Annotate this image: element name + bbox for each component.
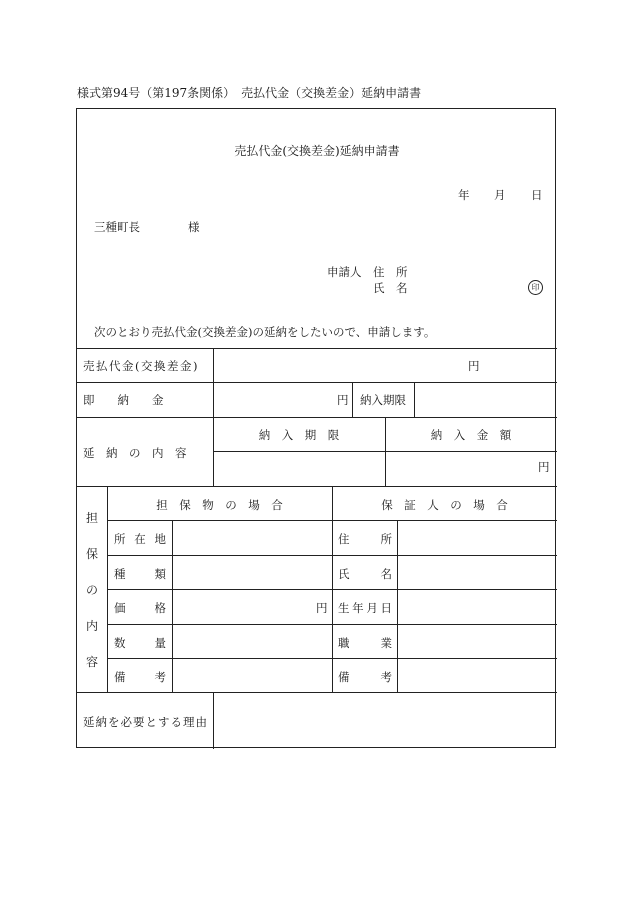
payment-deadline-label: 納入期限 — [360, 393, 406, 407]
date-day: 日 — [531, 188, 543, 202]
property-field-price: 価 格 — [114, 601, 166, 615]
immediate-payment-label: 即 納 金 — [83, 393, 164, 407]
guarantor-field-birthdate: 生 年 月 日 — [338, 601, 392, 615]
property-header: 担 保 物 の 場 合 — [156, 498, 283, 512]
statement-text: 次のとおり売払代金(交換差金)の延納をしたいので、申請します。 — [94, 325, 436, 339]
immediate-payment-yen: 円 — [337, 393, 349, 407]
sale-price-yen: 円 — [468, 359, 480, 373]
applicant-label: 申請人 — [327, 265, 362, 279]
reason-label: 延納を必要とする理由 — [83, 715, 208, 729]
property-field-location: 所 在 地 — [114, 532, 166, 546]
addressee-name: 三種町長 — [94, 220, 140, 234]
sale-price-label: 売払代金(交換差金) — [83, 359, 199, 373]
date-year: 年 — [458, 188, 470, 202]
guarantor-field-name: 氏 名 — [338, 567, 392, 581]
guarantor-header: 保 証 人 の 場 合 — [381, 498, 508, 512]
collateral-side-label: 担 保 の 内 容 — [86, 511, 99, 669]
addressee-honorific: 様 — [188, 220, 200, 234]
form-title: 売払代金(交換差金)延納申請書 — [234, 144, 400, 158]
deferral-amount-yen: 円 — [538, 460, 550, 474]
amount-header: 納 入 金 額 — [430, 428, 512, 442]
application-form-frame — [76, 108, 556, 748]
deferral-content-label: 延 納 の 内 容 — [83, 446, 187, 460]
applicant-address-label: 住 所 — [373, 265, 408, 279]
applicant-name-label: 氏 名 — [373, 281, 408, 295]
property-field-remarks: 備 考 — [114, 670, 166, 684]
deadline-header: 納 入 期 限 — [258, 428, 340, 442]
seal-icon: 印 — [528, 280, 543, 295]
property-price-yen: 円 — [316, 601, 328, 615]
date-month: 月 — [494, 188, 506, 202]
property-field-quantity: 数 量 — [114, 636, 166, 650]
guarantor-field-address: 住 所 — [338, 532, 392, 546]
property-field-type: 種 類 — [114, 567, 166, 581]
guarantor-field-occupation: 職 業 — [338, 636, 392, 650]
guarantor-field-remarks: 備 考 — [338, 670, 392, 684]
form-number: 様式第94号（第197条関係） 売払代金（交換差金）延納申請書 — [77, 86, 422, 100]
